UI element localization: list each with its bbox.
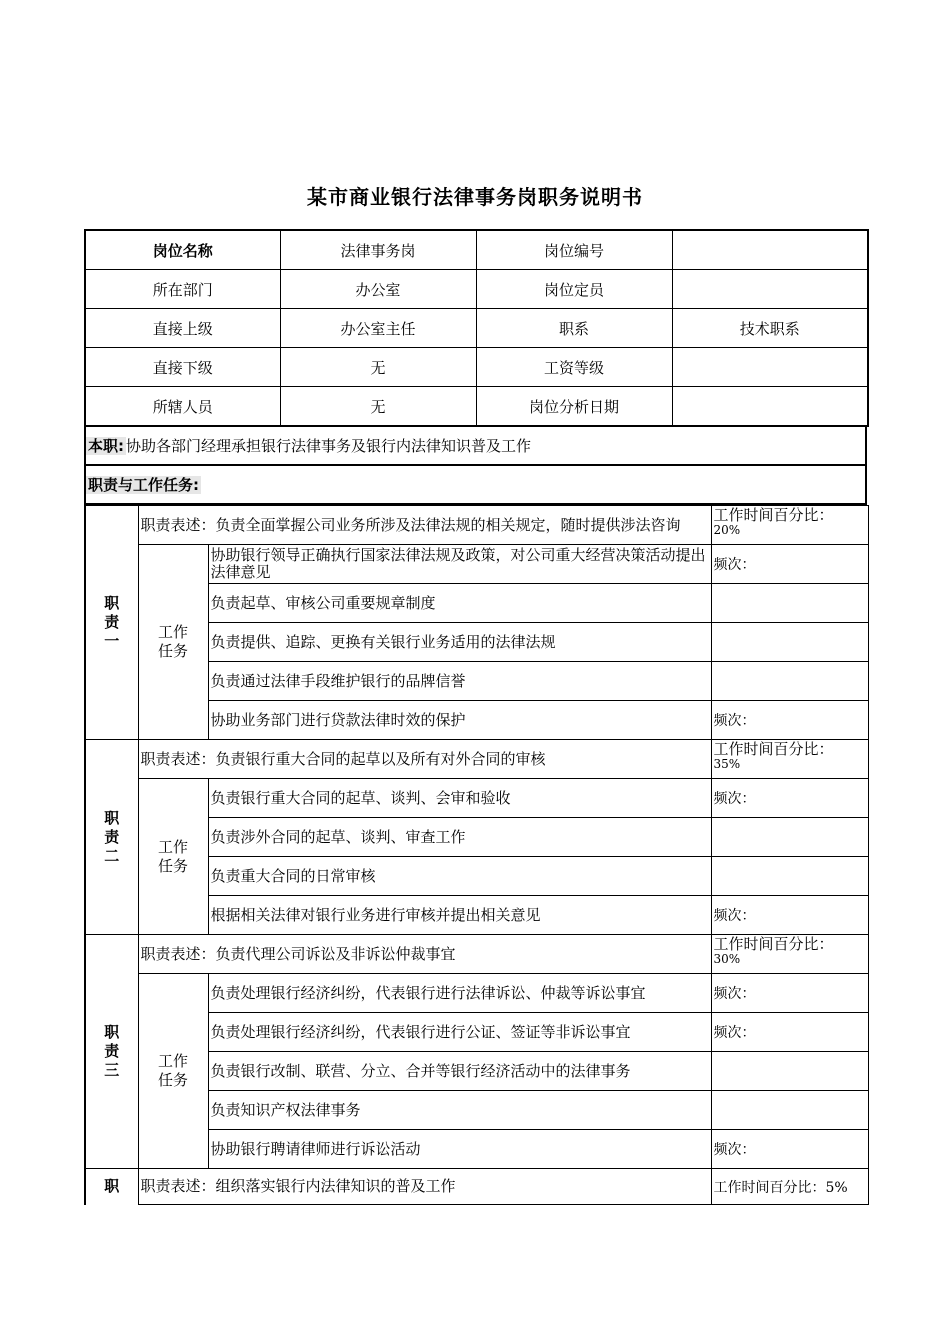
task-frequency xyxy=(711,1052,868,1091)
info-value-cell xyxy=(672,270,868,309)
position-info-table xyxy=(84,229,869,427)
duty-desc-row xyxy=(85,506,868,545)
document-title: 某市商业银行法律事务岗职务说明书 xyxy=(307,185,643,209)
duty-time-value: 30% xyxy=(713,952,741,966)
duty-time-label: 工作时间百分比： xyxy=(713,935,834,953)
duty-time-percentage xyxy=(711,506,868,545)
info-value-cell: 办公室 xyxy=(280,270,476,309)
info-value-cell xyxy=(672,230,868,270)
task-frequency: 频次： xyxy=(711,545,868,584)
info-row xyxy=(85,230,868,270)
task-text: 负责处理银行经济纠纷，代表银行进行法律诉讼、仲裁等诉讼事宜 xyxy=(208,974,711,1013)
duty-description: 职责表述：组织落实银行内法律知识的普及工作 xyxy=(138,1169,711,1205)
info-row xyxy=(85,387,868,427)
info-label-cell: 所在部门 xyxy=(85,270,280,309)
task-text: 协助银行领导正确执行国家法律法规及政策，对公司重大经营决策活动提出法律意见 xyxy=(208,545,711,584)
duty-name: 职责二 xyxy=(104,808,120,865)
duties-table xyxy=(84,505,869,1205)
info-row xyxy=(85,348,868,387)
duty-time-label: 工作时间百分比： xyxy=(713,506,834,524)
task-frequency: 频次： xyxy=(711,701,868,740)
task-text: 负责银行改制、联营、分立、合并等银行经济活动中的法律事务 xyxy=(208,1052,711,1091)
info-value-cell: 无 xyxy=(280,348,476,387)
task-frequency xyxy=(711,623,868,662)
task-frequency: 频次： xyxy=(711,779,868,818)
task-frequency xyxy=(711,818,868,857)
info-label-cell: 职系 xyxy=(476,309,672,348)
work-task-label-cell xyxy=(138,779,208,935)
info-value-cell: 法律事务岗 xyxy=(280,230,476,270)
duty-name: 职责一 xyxy=(104,594,120,650)
duty-time-label: 工作时间百分比： xyxy=(713,740,834,758)
task-text: 负责重大合同的日常审核 xyxy=(208,857,711,896)
info-label-cell: 岗位分析日期 xyxy=(476,387,672,427)
task-frequency xyxy=(711,584,868,623)
work-task-label: 工作任务 xyxy=(157,623,188,660)
duty-name: 职责三 xyxy=(104,1023,120,1079)
task-text: 负责涉外合同的起草、谈判、审查工作 xyxy=(208,818,711,857)
task-text: 负责知识产权法律事务 xyxy=(208,1091,711,1130)
duty-description: 职责表述：负责全面掌握公司业务所涉及法律法规的相关规定，随时提供涉法咨询 xyxy=(138,506,711,545)
info-value-cell xyxy=(672,348,868,387)
info-row xyxy=(85,309,868,348)
task-text: 负责提供、追踪、更换有关银行业务适用的法律法规 xyxy=(208,623,711,662)
duty-desc-row xyxy=(85,1169,868,1205)
task-text: 负责通过法律手段维护银行的品牌信誉 xyxy=(208,662,711,701)
duty-time-value: 20% xyxy=(713,523,741,537)
core-duty-label: 本职: xyxy=(88,437,124,455)
duty-time-percentage xyxy=(711,935,868,974)
task-frequency: 频次： xyxy=(711,1013,868,1052)
task-text: 协助业务部门进行贷款法律时效的保护 xyxy=(208,701,711,740)
duty-time-percentage xyxy=(711,740,868,779)
duty-description: 职责表述：负责银行重大合同的起草以及所有对外合同的审核 xyxy=(138,740,711,779)
duty-name-cell xyxy=(85,935,138,1169)
work-task-label: 工作任务 xyxy=(157,837,188,875)
info-row xyxy=(85,270,868,309)
task-text: 负责起草、审核公司重要规章制度 xyxy=(208,584,711,623)
duty-name-cell xyxy=(85,506,138,740)
duty-desc-row xyxy=(85,740,868,779)
duty-desc-row xyxy=(85,935,868,974)
duty-time-value: 35% xyxy=(713,757,741,771)
info-label-cell: 直接上级 xyxy=(85,309,280,348)
info-value-cell xyxy=(672,387,868,427)
task-text: 根据相关法律对银行业务进行审核并提出相关意见 xyxy=(208,896,711,935)
info-value-cell: 无 xyxy=(280,387,476,427)
task-frequency xyxy=(711,857,868,896)
duty-name: 职 xyxy=(104,1177,120,1196)
task-frequency: 频次： xyxy=(711,1130,868,1169)
task-row xyxy=(85,779,868,818)
task-row xyxy=(85,974,868,1013)
work-task-label: 工作任务 xyxy=(157,1052,188,1089)
duties-header-label: 职责与工作任务: xyxy=(88,476,199,494)
info-label-cell: 岗位编号 xyxy=(476,230,672,270)
duty-description: 职责表述：负责代理公司诉讼及非诉讼仲裁事宜 xyxy=(138,935,711,974)
info-label-cell: 所辖人员 xyxy=(85,387,280,427)
task-text: 负责银行重大合同的起草、谈判、会审和验收 xyxy=(208,779,711,818)
info-label-cell: 岗位名称 xyxy=(85,230,280,270)
task-text: 负责处理银行经济纠纷，代表银行进行公证、签证等非诉讼事宜 xyxy=(208,1013,711,1052)
core-duty-text: 协助各部门经理承担银行法律事务及银行内法律知识普及工作 xyxy=(126,437,532,455)
task-frequency xyxy=(711,662,868,701)
task-frequency xyxy=(711,1091,868,1130)
info-value-cell: 技术职系 xyxy=(672,309,868,348)
task-text: 协助银行聘请律师进行诉讼活动 xyxy=(208,1130,711,1169)
info-label-cell: 直接下级 xyxy=(85,348,280,387)
info-label-cell: 工资等级 xyxy=(476,348,672,387)
work-task-label-cell xyxy=(138,974,208,1169)
work-task-label-cell xyxy=(138,545,208,740)
duty-name-cell xyxy=(85,740,138,935)
duties-header-bar xyxy=(84,466,867,505)
task-row xyxy=(85,545,868,584)
task-frequency: 频次： xyxy=(711,974,868,1013)
info-value-cell: 办公室主任 xyxy=(280,309,476,348)
info-label-cell: 岗位定员 xyxy=(476,270,672,309)
task-frequency: 频次： xyxy=(711,896,868,935)
duty-time-percentage: 工作时间百分比：5% xyxy=(711,1169,868,1205)
duty-name-cell xyxy=(85,1169,138,1205)
core-duty-bar xyxy=(84,427,867,466)
